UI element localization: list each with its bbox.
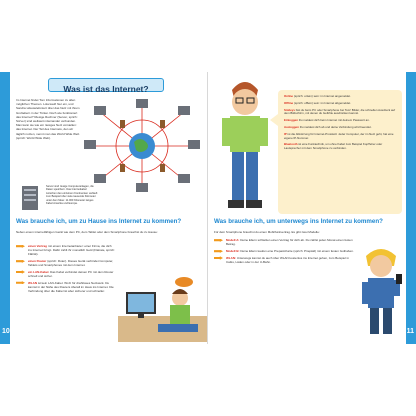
list-item: Bluetooth ist eine Funktechnik, um ohne Kabel zum Beispiel Kopfhörer oder Lautsprecher mit dem Smartphone zu verbinden.	[284, 142, 383, 151]
cat-icon	[175, 277, 193, 287]
list-item: WLAN ist kein LAN-Kabel. Wi-Fi für drahtloses Netzwerk. Du kannst in der Nähe des Routers überall im Haus ins Internet. Die Verbindung über die Kabel ist aber sicherer und schneller.	[16, 281, 116, 294]
left-page-edge	[0, 72, 10, 344]
page-number-right: 11	[406, 328, 414, 335]
arrow-icon	[214, 239, 223, 242]
list-item: Ausloggen Du meldest dich ab und deine Verbindung wird beendet.	[284, 124, 372, 129]
girl-with-smartphone-illustration	[358, 244, 404, 340]
left-page	[10, 72, 208, 344]
internet-network-illustration	[80, 98, 204, 194]
mobile-internet-intro: Für dein Smartphone brauchst du einen Mobilfunkvertrag. Es gibt zwei Modelle:	[214, 230, 320, 234]
page-number-left: 10	[2, 328, 10, 335]
glossary-box	[278, 90, 402, 214]
page-title-banner	[48, 78, 164, 92]
arrow-icon	[214, 250, 223, 253]
smartphone-icon	[396, 274, 402, 284]
list-item: einen Router (sprich: Ruter). Dieses Gerät verbindet Computer, Tablets und Smartphones mit dem Internet.	[16, 259, 116, 267]
boy-at-computer-illustration	[118, 272, 208, 342]
mobile-models-list	[214, 238, 354, 267]
glossary-list	[284, 95, 398, 154]
list-item: Offline (sprich: offlein) sein: im Internet abgemeldet.	[284, 100, 351, 105]
arrow-icon	[16, 281, 25, 284]
list-item: Modell B: Deine Eltern kaufen eine Prepaid-Karte (sprich: Priepäid) mit einem festen Guthaben.	[214, 249, 354, 253]
list-item: Online (sprich: onlein) sein: im Internet angemeldet.	[284, 94, 351, 98]
list-item: WLAN: Unterwegs kannst du auch über WLAN kostenlos ins Internet gehen, zum Beispiel in Cafés, Läden oder in der U-Bahn.	[214, 256, 354, 264]
list-item: Smileys bist du beim PC oder Smartphone bei Tom! Bilder, die schnellen Ausdruck auf dem Bildschirm, mit denen du Gefühle ausdrücken kannst.	[284, 107, 395, 116]
list-item: ein LAN-Kabel. Das Kabel verbindet deinen PC mit dem Router schnell und sicher.	[16, 270, 116, 278]
list-item: Einloggen Du meldest dich beim Internet mit deinem Passwort an.	[284, 118, 370, 123]
arrow-icon	[16, 260, 25, 263]
list-item: einen Vertrag mit einem Internetanbieter: einer Firma, die dich ins Internet bringt. Dafür zahlt ihr monatlich Geld (Flatrate, sprich: Fläträt).	[16, 244, 116, 257]
arrow-icon	[214, 256, 223, 259]
server-icon	[16, 184, 44, 212]
home-internet-intro: Neben einem internetfähigen Gerät wie dem PC, dem Tablet oder dem Smartphone brauchst du zu Hause:	[16, 230, 158, 234]
boy-with-glasses-illustration	[216, 76, 274, 214]
mobile-internet-heading: Was brauche ich, um unterwegs ins Internet zu kommen?	[214, 218, 383, 225]
list-item: IP ist die Abkürzung für Internet-Protokoll. Jeder Computer, der im Netz geht, hat eine eigene IP-Nummer.	[284, 131, 394, 140]
server-caption: Server sind riesige Computeranlagen, die Daten speichern. Das Internetkabel zwischen den einzelnen Kontinenten verläuft zum Beispiel über viele tausende Kilometer unter dem Meer. 11.000 Kilometer langes Kabel Amerika und Europa.	[46, 185, 98, 206]
list-item: Modell A: Deine Eltern schließen einen Vertrag für dich ab. Du zahlst jeden Monat einen festen Betrag.	[214, 238, 354, 246]
arrow-icon	[16, 245, 25, 248]
arrow-icon	[16, 270, 25, 273]
intro-text: Im Internet findet Tom Informationen zu allen möglichen Themen. Lola kauft hier ein, und Sandra videotelefoniert über das Netz mit ihrem Großeltern in der Türkei. Doch wie funktioniert das Internet? Riesige Rechner (Server, sprich: Sörver) sind weltweit miteinander verbunden. Man kann sie wie ein riesiges Netz vorstellen: das Internet. Der Teil des Internets, den wir täglich nutzen, nennt man das World Wide Web (sprich: World Wide Web).	[16, 98, 80, 140]
home-requirements-list	[16, 244, 116, 296]
right-page	[208, 72, 406, 344]
page-title: Was ist das Internet?	[63, 84, 149, 94]
right-page-edge	[406, 72, 416, 344]
home-internet-heading: Was brauche ich, um zu Hause ins Internet zu kommen?	[16, 218, 182, 225]
